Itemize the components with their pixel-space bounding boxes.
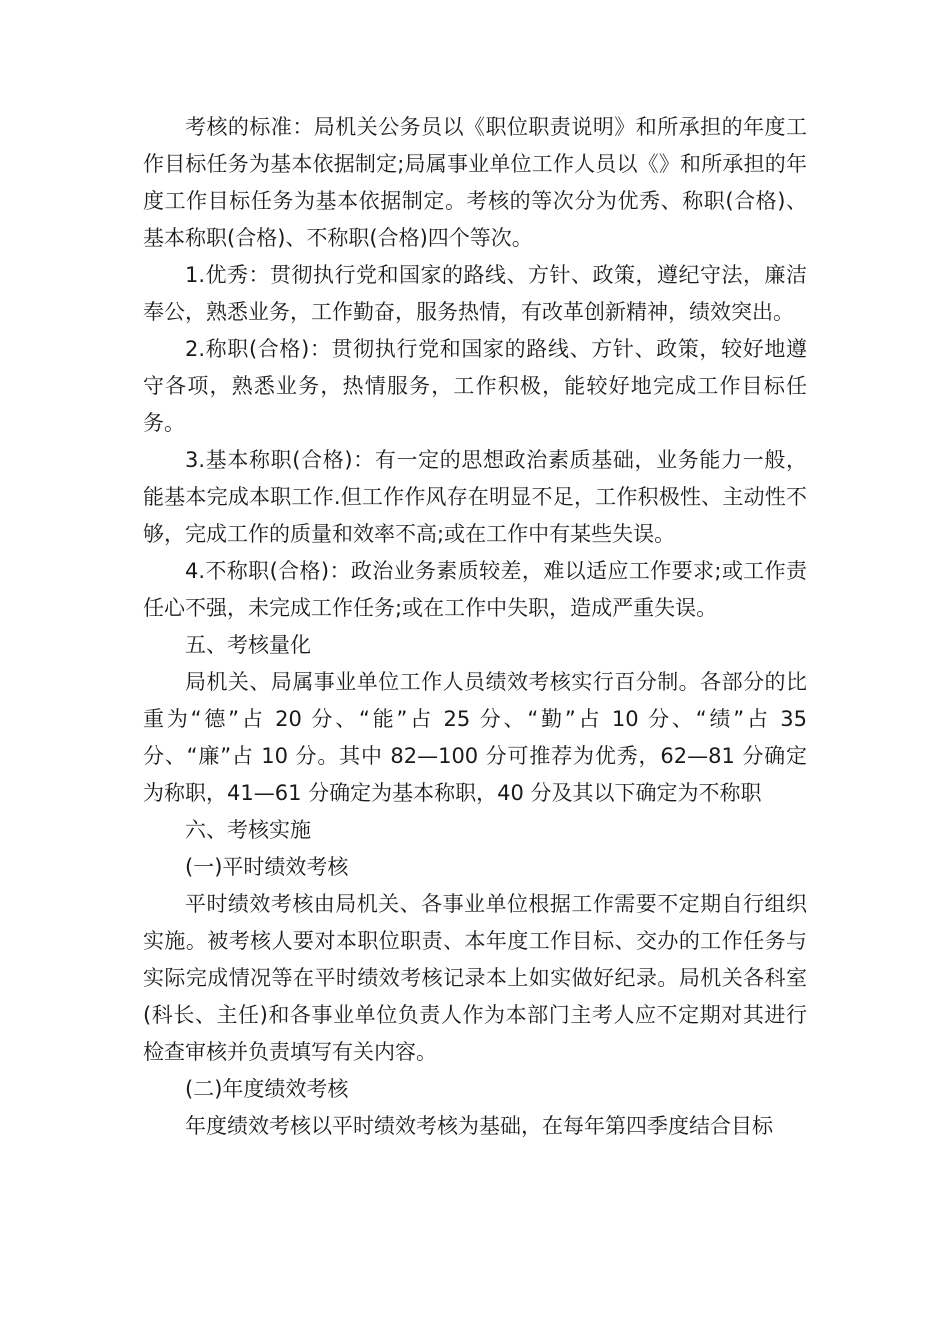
paragraph-basically-competent: 3.基本称职(合格)：有一定的思想政治素质基础，业务能力一般，能基本完成本职工作.但工作作风存在明显不足，工作积极性、主动性不够，完成工作的质量和效率不高;或在工作中有某些失误。 [143, 448, 807, 546]
paragraph-regular-assessment: 平时绩效考核由局机关、各事业单位根据工作需要不定期自行组织实施。被考核人要对本职位职责、本年度工作目标、交办的工作任务与实际完成情况等在平时绩效考核记录本上如实做好纪录。局机关各科室(科长、主任)和各事业单位负责人作为本部门主考人应不定期对其进行检查审核并负责填写有关内容。 [143, 892, 807, 1064]
paragraph-scoring: 局机关、局属事业单位工作人员绩效考核实行百分制。各部分的比重为“德”占 20 分、“能”占 25 分、“勤”占 10 分、“绩”占 35 分、“廉”占 10 分。其中 82—100 分可推荐为优秀，62—81 分确定为称职，41—61 分确定为基本称职，40 分及其以下确定为不称职 [143, 670, 807, 805]
subheading-annual-assessment: (二)年度绩效考核 [185, 1077, 349, 1101]
paragraph-competent: 2.称职(合格)：贯彻执行党和国家的路线、方针、政策，较好地遵守各项，熟悉业务，热情服务，工作积极，能较好地完成工作目标任务。 [143, 337, 807, 435]
paragraph-excellent: 1.优秀：贯彻执行党和国家的路线、方针、政策，遵纪守法，廉洁奉公，熟悉业务，工作勤奋，服务热情，有改革创新精神，绩效突出。 [143, 263, 807, 324]
subheading-regular-assessment: (一)平时绩效考核 [185, 855, 349, 879]
section-heading-implementation: 六、考核实施 [185, 818, 311, 842]
paragraph-incompetent: 4.不称职(合格)：政治业务素质较差，难以适应工作要求;或工作责任心不强，未完成工作任务;或在工作中失职，造成严重失误。 [143, 559, 807, 620]
paragraph-annual-assessment: 年度绩效考核以平时绩效考核为基础，在每年第四季度结合目标 [185, 1114, 773, 1138]
section-heading-quantification: 五、考核量化 [185, 633, 311, 657]
paragraph-assessment-standard: 考核的标准：局机关公务员以《职位职责说明》和所承担的年度工作目标任务为基本依据制定;局属事业单位工作人员以《》和所承担的年度工作目标任务为基本依据制定。考核的等次分为优秀、称职(合格)、基本称职(合格)、不称职(合格)四个等次。 [143, 115, 807, 250]
document-body [143, 109, 807, 1145]
